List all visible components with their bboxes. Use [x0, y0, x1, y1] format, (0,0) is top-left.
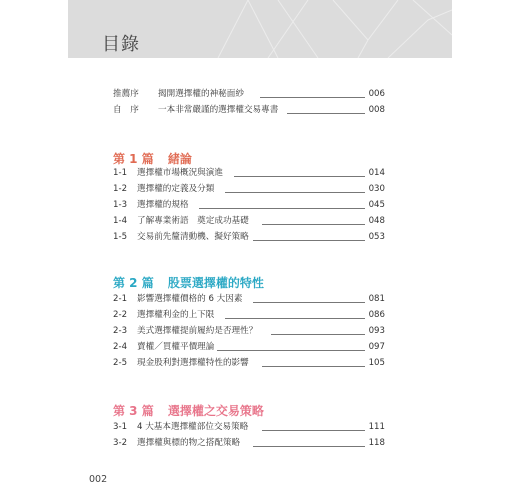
toc-entry-text: 選擇權市場概況與演進: [137, 168, 223, 178]
leader-line: [262, 366, 365, 367]
page-ref: 014: [368, 168, 385, 178]
page-title: 目錄: [102, 34, 140, 55]
leader-line: [262, 430, 365, 431]
section-heading-1: [113, 150, 192, 167]
section-title: 股票選擇權的特性: [167, 276, 264, 290]
section-label: 第 2 篇: [113, 276, 154, 290]
page-ref: 045: [368, 200, 385, 210]
toc-entry-text: 選擇權的定義及分類: [137, 184, 215, 194]
toc-row-preface-1[interactable]: [113, 87, 385, 101]
toc-entry-text: 一本非常嚴謹的選擇權交易專書: [158, 105, 279, 115]
leader-line: [234, 176, 365, 177]
toc-entry-text: 選擇權利金的上下限: [137, 310, 215, 320]
leader-line: [225, 192, 365, 193]
toc-row[interactable]: [113, 308, 385, 322]
page-ref: 030: [368, 184, 385, 194]
leader-line: [253, 240, 365, 241]
entry-number: 2-4: [113, 342, 128, 352]
toc-row-preface-2[interactable]: [113, 103, 385, 117]
entry-number: 3-2: [113, 438, 128, 448]
leader-line: [260, 97, 365, 98]
toc-row[interactable]: [113, 214, 385, 228]
preface-label: 推薦序: [113, 89, 139, 99]
toc-entry-text: 揭開選擇權的神秘面紗: [158, 89, 244, 99]
entry-number: 1-2: [113, 184, 128, 194]
entry-number: 2-1: [113, 294, 128, 304]
page-ref: 093: [368, 326, 385, 336]
page-number: 002: [89, 474, 108, 485]
toc-row[interactable]: [113, 292, 385, 306]
entry-number: 2-2: [113, 310, 128, 320]
toc-row[interactable]: [113, 166, 385, 180]
toc-row[interactable]: [113, 340, 385, 354]
page-ref: 008: [368, 105, 385, 115]
page-ref: 105: [368, 358, 385, 368]
preface-label: 自 序: [113, 105, 139, 115]
section-title: 選擇權之交易策略: [167, 404, 264, 418]
page-ref: 118: [368, 438, 385, 448]
toc-row[interactable]: [113, 356, 385, 370]
entry-number: 1-4: [113, 216, 128, 226]
toc-row[interactable]: [113, 198, 385, 212]
leader-line: [253, 446, 365, 447]
toc-entry-text: 影響選擇權價格的 6 大因素: [137, 294, 243, 304]
toc-row[interactable]: [113, 182, 385, 196]
toc-entry-text: 交易前先釐清動機、擬好策略: [137, 232, 249, 242]
page-ref: 053: [368, 232, 385, 242]
page-ref: 097: [368, 342, 385, 352]
section-label: 第 1 篇: [113, 152, 154, 166]
section-title: 緒論: [167, 152, 192, 166]
toc-row[interactable]: [113, 324, 385, 338]
leader-line: [287, 113, 365, 114]
toc-row[interactable]: [113, 420, 385, 434]
toc-row[interactable]: [113, 230, 385, 244]
entry-number: 2-3: [113, 326, 128, 336]
entry-number: 1-1: [113, 168, 128, 178]
toc-entry-text: 選擇權與標的物之搭配策略: [137, 438, 241, 448]
leader-line: [217, 350, 365, 351]
page-ref: 006: [368, 89, 385, 99]
entry-number: 1-5: [113, 232, 128, 242]
page-ref: 086: [368, 310, 385, 320]
toc-row[interactable]: [113, 436, 385, 450]
toc-entry-text: 現金股利對選擇權特性的影響: [137, 358, 249, 368]
header-band: [68, 0, 452, 58]
page-ref: 081: [368, 294, 385, 304]
toc-entry-text: 選擇權的規格: [137, 200, 189, 210]
toc-entry-text: 美式選擇權提前履約是否理性？: [137, 326, 258, 336]
leader-line: [225, 318, 365, 319]
entry-number: 2-5: [113, 358, 128, 368]
toc-entry-text: 了解專業術語 奠定成功基礎: [137, 216, 249, 226]
entry-number: 3-1: [113, 422, 128, 432]
section-heading-2: [113, 274, 264, 291]
leader-line: [199, 208, 365, 209]
toc-entry-text: 4 大基本選擇權部位交易策略: [137, 422, 249, 432]
leader-line: [262, 224, 365, 225]
leader-line: [253, 302, 365, 303]
entry-number: 1-3: [113, 200, 128, 210]
page-ref: 111: [368, 422, 385, 432]
leader-line: [271, 334, 365, 335]
toc-entry-text: 賣權／買權平價理論: [137, 342, 215, 352]
section-heading-3: [113, 402, 264, 419]
page-ref: 048: [368, 216, 385, 226]
section-label: 第 3 篇: [113, 404, 154, 418]
